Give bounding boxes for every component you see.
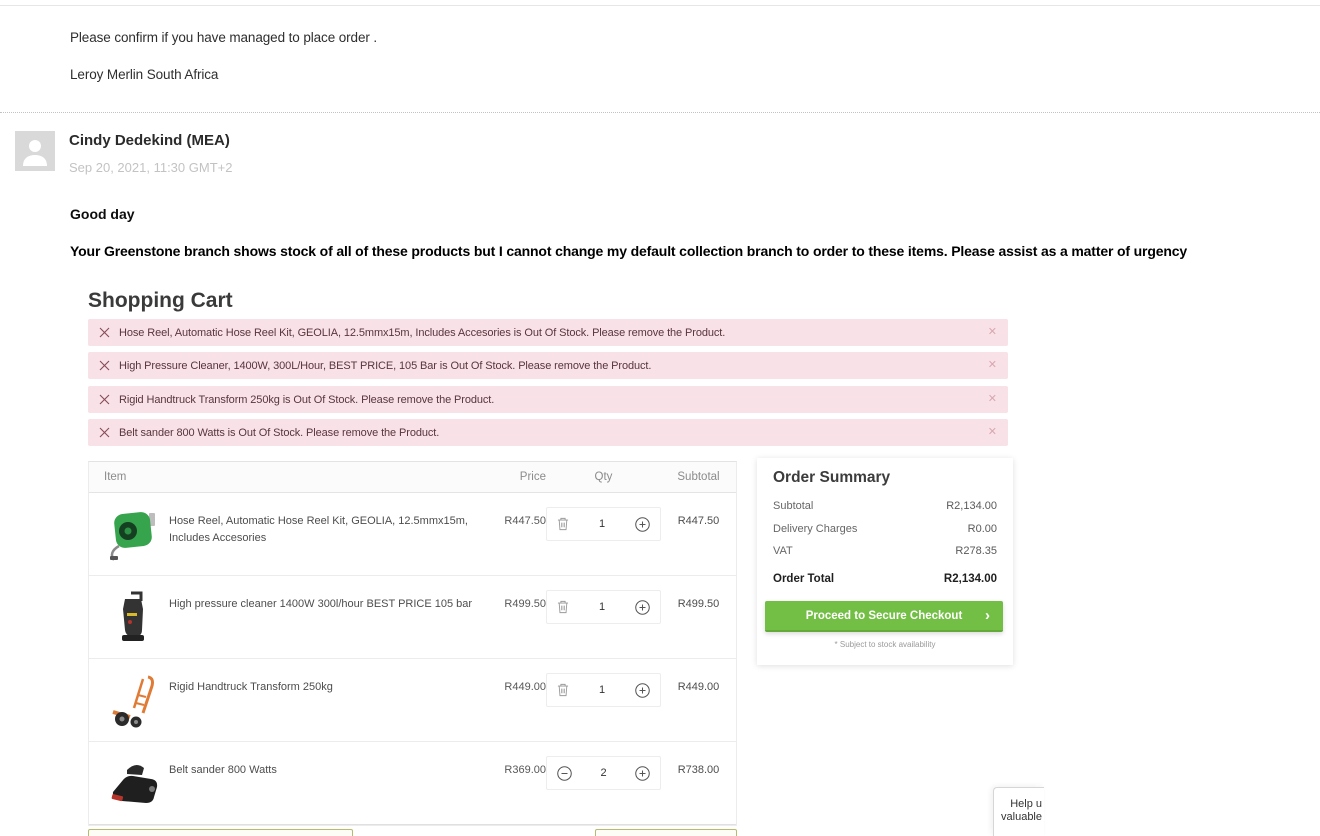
summary-row <box>773 545 997 557</box>
product-price: R499.50 <box>504 598 546 610</box>
product-subtotal: R738.00 <box>677 764 720 776</box>
dismiss-icon[interactable]: ✕ <box>987 359 997 371</box>
quantity-value: 1 <box>598 684 606 696</box>
col-price: Price <box>519 471 546 483</box>
plus-icon[interactable] <box>635 766 650 781</box>
message-divider <box>0 5 1320 6</box>
feedback-popup[interactable] <box>993 787 1044 836</box>
error-banner <box>88 319 1008 346</box>
error-x-icon <box>99 360 110 371</box>
feedback-popup-line: valuable <box>1001 810 1042 823</box>
product-image-pressure-cleaner <box>105 586 161 646</box>
product-subtotal: R449.00 <box>677 681 720 693</box>
dismiss-icon[interactable]: ✕ <box>987 326 997 338</box>
checkout-button-label: Proceed to Secure Checkout <box>805 609 963 622</box>
previous-message-signature: Leroy Merlin South Africa <box>70 66 219 82</box>
table-row <box>89 659 736 742</box>
quantity-value: 2 <box>600 767 607 779</box>
trash-icon[interactable] <box>557 683 569 697</box>
plus-icon[interactable] <box>635 683 650 698</box>
table-row <box>89 493 736 576</box>
product-price: R447.50 <box>504 515 546 527</box>
stock-availability-note: * Subject to stock availability <box>834 640 936 649</box>
dotted-divider <box>0 112 1320 113</box>
quantity-value: 1 <box>598 601 606 613</box>
product-price: R449.00 <box>504 681 546 693</box>
product-image-hose-reel <box>105 503 161 563</box>
col-qty: Qty <box>594 471 613 483</box>
error-text: High Pressure Cleaner, 1400W, 300L/Hour, BEST PRICE, 105 Bar is Out Of Stock. Please remove the Product. <box>119 359 652 372</box>
product-name: Rigid Handtruck Transform 250kg <box>169 681 333 693</box>
quantity-stepper <box>546 673 661 707</box>
product-image-handtruck <box>105 669 161 729</box>
table-row <box>89 742 736 825</box>
product-name: Hose Reel, Automatic Hose Reel Kit, GEOLIA, 12.5mmx15m, Includes Accesories <box>169 515 468 544</box>
author-name: Cindy Dedekind (MEA) <box>69 132 230 149</box>
summary-label: Delivery Charges <box>773 523 858 535</box>
update-cart-button[interactable] <box>595 829 737 836</box>
order-total-value: R2,134.00 <box>943 573 997 585</box>
summary-row <box>773 523 997 535</box>
plus-icon[interactable] <box>635 600 650 615</box>
avatar <box>15 131 55 171</box>
quantity-stepper <box>546 507 661 541</box>
cart-table <box>88 461 737 826</box>
error-x-icon <box>99 327 110 338</box>
order-summary <box>757 458 1013 665</box>
error-x-icon <box>99 394 110 405</box>
summary-label: VAT <box>773 545 793 557</box>
continue-shopping-button[interactable] <box>88 829 353 836</box>
error-text: Rigid Handtruck Transform 250kg is Out Of Stock. Please remove the Product. <box>119 393 495 406</box>
plus-icon[interactable] <box>635 517 650 532</box>
order-total-row <box>773 573 997 585</box>
summary-label: Subtotal <box>773 500 814 512</box>
trash-icon[interactable] <box>557 517 569 531</box>
product-subtotal: R499.50 <box>677 598 720 610</box>
dismiss-icon[interactable]: ✕ <box>987 426 997 438</box>
table-row <box>89 576 736 659</box>
col-item: Item <box>104 471 127 483</box>
col-subtotal: Subtotal <box>677 471 720 483</box>
message-greeting: Good day <box>70 206 135 222</box>
order-total-label: Order Total <box>773 573 835 585</box>
minus-icon[interactable] <box>557 766 572 781</box>
message-body: Your Greenstone branch shows stock of all of these products but I cannot change my default collection branch to order to these items. Please assist as a matter of urgency <box>70 243 1188 259</box>
error-x-icon <box>99 427 110 438</box>
feedback-popup-line: Help u <box>1010 798 1042 810</box>
dismiss-icon[interactable]: ✕ <box>987 393 997 405</box>
message-timestamp: Sep 20, 2021, 11:30 GMT+2 <box>69 160 233 175</box>
trash-icon[interactable] <box>557 600 569 614</box>
chevron-right-icon: › <box>985 606 990 624</box>
page-title: Shopping Cart <box>88 289 233 313</box>
product-name: Belt sander 800 Watts <box>169 764 277 776</box>
error-banner <box>88 419 1008 446</box>
product-name: High pressure cleaner 1400W 300l/hour BEST PRICE 105 bar <box>169 598 473 610</box>
summary-value: R0.00 <box>967 523 997 535</box>
summary-value: R278.35 <box>955 545 997 557</box>
error-banner <box>88 386 1008 413</box>
product-price: R369.00 <box>504 764 546 776</box>
product-image-belt-sander <box>105 752 161 812</box>
summary-value: R2,134.00 <box>946 500 997 512</box>
person-icon <box>15 131 55 171</box>
error-text: Belt sander 800 Watts is Out Of Stock. Please remove the Product. <box>119 426 440 439</box>
order-summary-title: Order Summary <box>773 469 891 486</box>
quantity-stepper <box>546 590 661 624</box>
error-banner <box>88 352 1008 379</box>
summary-row <box>773 500 997 512</box>
checkout-button[interactable] <box>765 601 1003 632</box>
previous-message-body: Please confirm if you have managed to place order . <box>70 29 378 45</box>
product-subtotal: R447.50 <box>677 515 720 527</box>
quantity-stepper <box>546 756 661 790</box>
error-text: Hose Reel, Automatic Hose Reel Kit, GEOLIA, 12.5mmx15m, Includes Accesories is Out Of Stock. Please remove the Product. <box>119 326 726 339</box>
quantity-value: 1 <box>598 518 606 530</box>
table-header <box>89 462 736 493</box>
